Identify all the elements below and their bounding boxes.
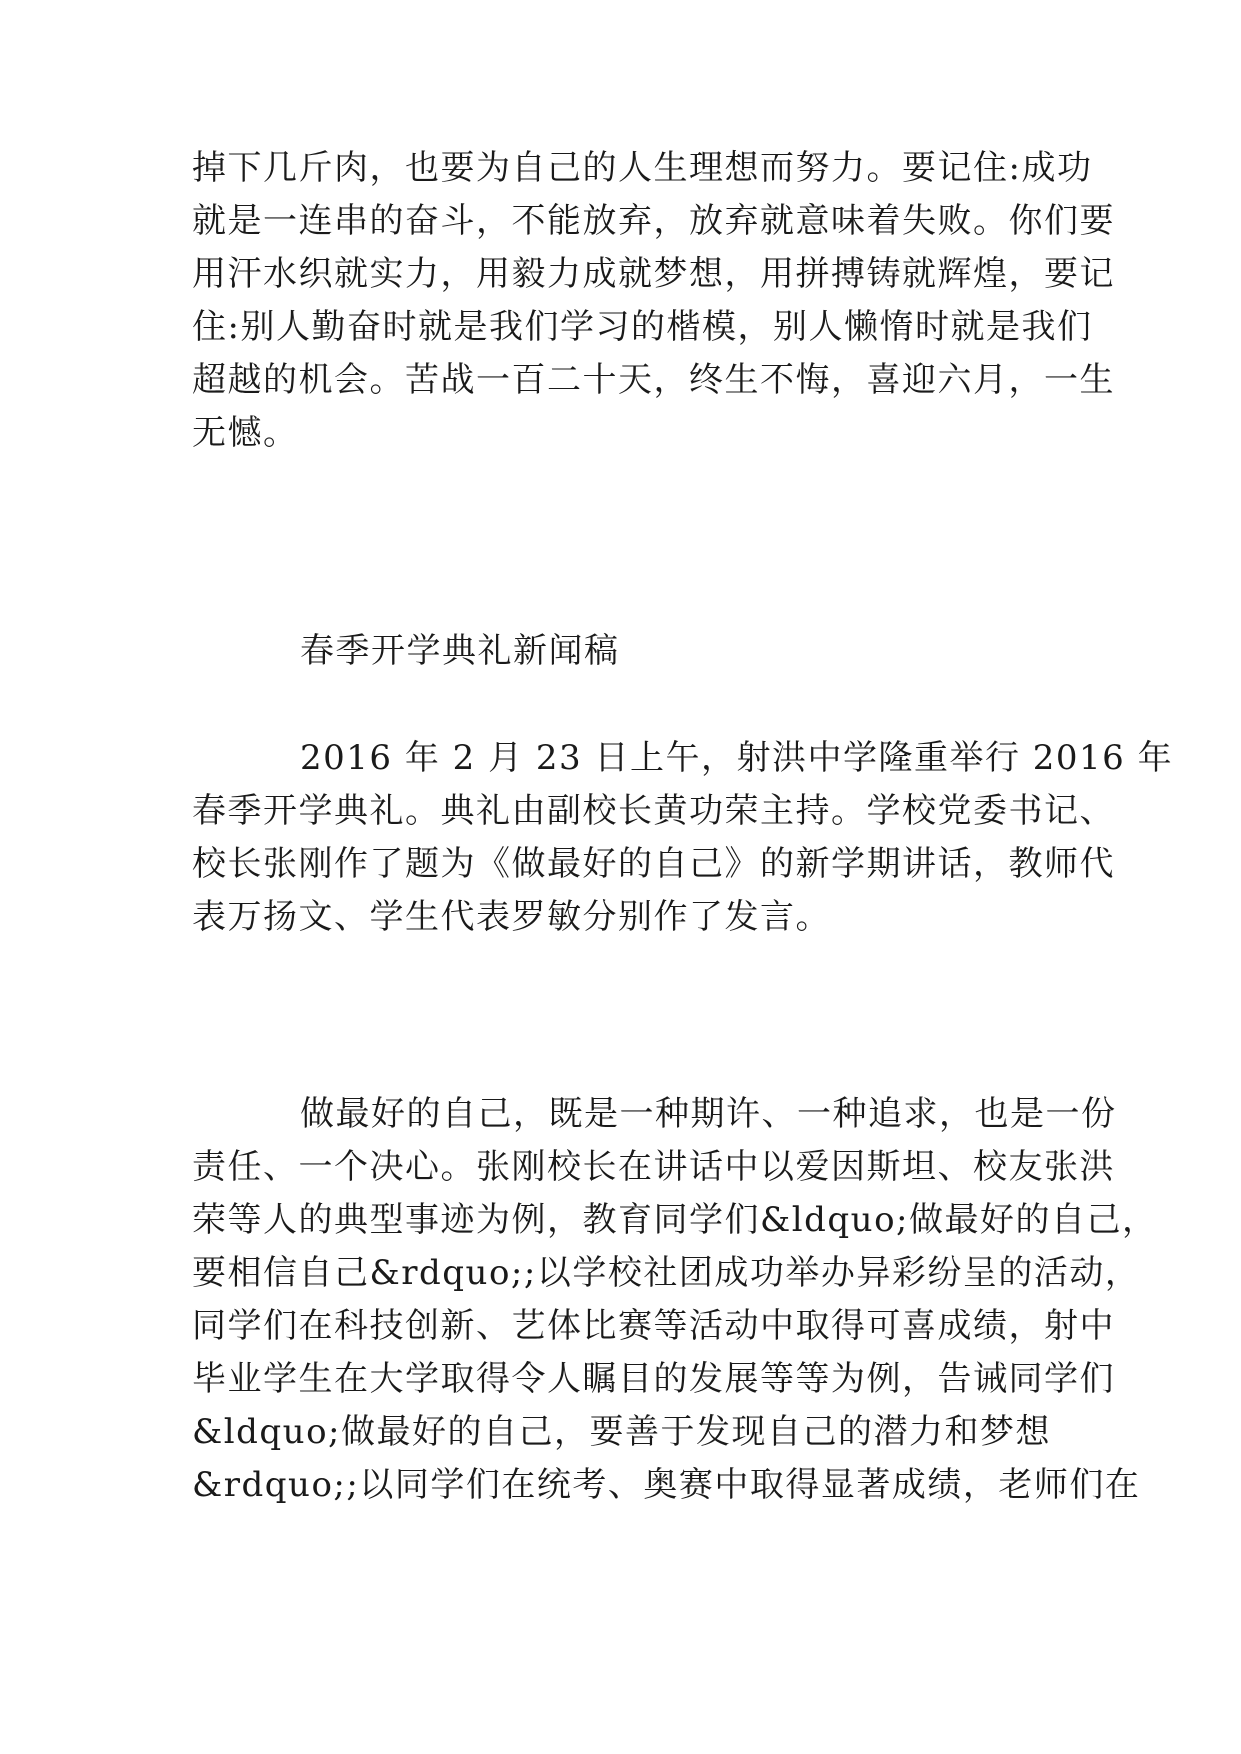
text-line: 荣等人的典型事迹为例，教育同学们&ldquo;做最好的自己， (192, 1200, 1158, 1240)
text-line: 责任、一个决心。张刚校长在讲话中以爱因斯坦、校友张洪 (192, 1147, 1115, 1187)
text-line: 无憾。 (192, 413, 299, 453)
text-line: 毕业学生在大学取得令人瞩目的发展等等为例，告诫同学们 (192, 1359, 1115, 1399)
text-line: 表万扬文、学生代表罗敏分别作了发言。 (192, 897, 831, 937)
article-title: 春季开学典礼新闻稿 (300, 631, 620, 671)
text-line: &ldquo;做最好的自己，要善于发现自己的潜力和梦想 (192, 1412, 1051, 1452)
text-line: 掉下几斤肉，也要为自己的人生理想而努力。要记住:成功 (192, 148, 1093, 188)
text-line: 用汗水织就实力，用毅力成就梦想，用拼搏铸就辉煌，要记 (192, 254, 1115, 294)
text-line: &rdquo;;以同学们在统考、奥赛中取得显著成绩，老师们在 (192, 1465, 1141, 1505)
text-line: 2016 年 2 月 23 日上午，射洪中学隆重举行 2016 年 (300, 738, 1174, 778)
text-line: 要相信自己&rdquo;;以学校社团成功举办异彩纷呈的活动， (192, 1253, 1141, 1293)
text-line: 就是一连串的奋斗，不能放弃，放弃就意味着失败。你们要 (192, 201, 1115, 241)
text-line: 同学们在科技创新、艺体比赛等活动中取得可喜成绩，射中 (192, 1306, 1115, 1346)
text-line: 住:别人勤奋时就是我们学习的楷模，别人懒惰时就是我们 (192, 307, 1093, 347)
text-line: 校长张刚作了题为《做最好的自己》的新学期讲话，教师代 (192, 844, 1115, 884)
text-line: 超越的机会。苦战一百二十天，终生不悔，喜迎六月，一生 (192, 360, 1115, 400)
text-line: 春季开学典礼。典礼由副校长黄功荣主持。学校党委书记、 (192, 791, 1115, 831)
text-line: 做最好的自己，既是一种期许、一种追求，也是一份 (300, 1094, 1117, 1134)
